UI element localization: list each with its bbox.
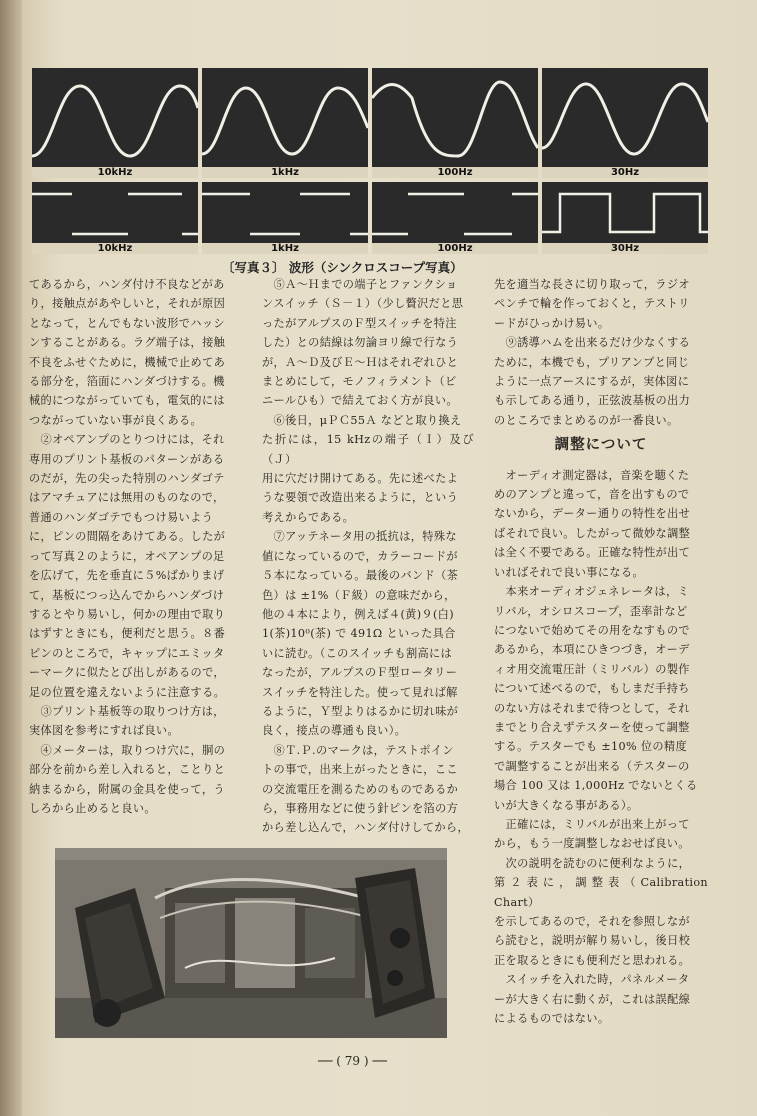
text-line: あるから，本項にひきつづき，オーデ [494,643,690,657]
text-line: ⑦アッテネータ用の抵抗は，特殊な [262,530,457,544]
text-line: た折には，15 kHzの端子（Ｉ）及び（Ｊ） [262,433,474,466]
photo-caption: 〔写真３〕 波形（シンクロスコープ写真） [222,260,463,275]
text-line: つながっていない事が良くある。 [29,413,203,427]
square-wave-photo [202,182,368,254]
book-gutter [0,0,22,1116]
text-line: から，もう一度調整しなおせば良い。 [494,837,690,851]
sine-wave-trace [542,68,708,178]
text-line: ④メーターは，取りつけ穴に，胴の [29,743,226,757]
text-line: ⑧Ｔ.Ｐ.のマークは，テストポイン [262,743,454,757]
osc-label: 10kHz [32,243,198,254]
text-line: 先を適当な長さに切り取って，ラジオ [494,278,690,291]
text-line: って写真２のように，オペアンプの足 [29,549,225,563]
text-line: ーが大きく右に動くが，これは誤配線 [494,992,691,1006]
text-line: リバル，オシロスコープ，歪率計など [494,604,688,618]
text-line: るように，Ｙ型よりはるかに切れ味が [262,704,459,718]
text-line: ンすることがある。ラグ端子は，接触 [29,336,226,350]
text-line: のだが，先の尖った特別のハンダゴテ [29,472,225,486]
text-line: オーディオ測定器は，音楽を聴くた [494,468,690,482]
text-line: 本来オーディオジェネレータは，ミ [494,585,690,599]
sine-wave-photo [542,68,708,178]
text-column-1 [29,275,241,818]
sine-curve [32,86,198,156]
text-line: ために，本機でも，プリアンプと同じ [494,355,690,369]
text-block-3b [494,466,712,1029]
square-wave-photo [32,182,198,254]
osc-label: 1kHz [202,243,368,254]
text-line: した）との結線は勿論ヨリ線で行なう [262,336,459,350]
text-line: スイッチを入れた時，パネルメータ [494,973,690,987]
text-line: 次の説明を読むのに便利なように， [494,856,691,870]
text-line: ないから，データー通りの特性を出せ [494,507,691,521]
text-line: 値になっているので，カラーコードが [262,549,458,563]
text-line: から差し込んで，ハンダ付けしてから， [262,821,470,835]
text-line: はずすときにも，便利だと思う。８番 [29,627,226,641]
text-line: ら，事務用などに使う針ピンを箔の方 [262,801,459,815]
text-line: ばそれで良い。したがって微妙な調整 [494,526,691,540]
text-line: につないで始めてその用をなすもので [494,623,690,637]
square-line [372,194,538,234]
text-line: は全く不要である。正確な特性が出て [494,546,691,560]
sine-wave-photo [202,68,368,178]
square-wave-photos [32,182,708,254]
text-line: となって，とんでもない波形でハッシ [29,316,225,330]
text-line: のところでまとめるのが一番良い。 [494,413,679,427]
page-number: ── ( 79 ) ── [318,1054,387,1068]
text-line: を示してあるので，それを参照しなが [494,915,690,928]
text-line: めのアンプと違って，音を出すもので [494,488,690,502]
square-line [542,194,708,232]
square-line [32,194,198,234]
text-block-3a [494,275,708,430]
sine-wave-photo [372,68,538,178]
text-line: 不良をふせぐために，機械で止めてあ [29,355,226,369]
text-line: 色）は ±1%（Ｆ級）の意味だから， [262,588,456,602]
text-line: 良く，接点の導通も良い）。 [262,724,407,738]
text-line: ィオ用交流電圧計（ミリバル）の製作 [494,662,690,676]
osc-label: 1kHz [202,167,368,178]
chassis-illustration [55,848,447,1038]
text-line: 械的につながっていても，電気的には [29,394,225,408]
text-line: まとめにして，モノフィラメント（ビ [262,375,457,389]
text-line: いに読む。（このスイッチも割高には [262,646,453,660]
text-line: のない方はそれまで待つとして，それ [494,701,690,715]
text-line: ②オペアンプのとりつけには，それ [29,433,225,447]
osc-label: 100Hz [372,167,538,178]
sine-wave-trace [32,68,198,178]
sine-curve [372,82,538,156]
text-column-2 [262,275,474,838]
sine-wave-photo [32,68,198,178]
text-line: てあるから，ハンダ付け不良などがあ [29,278,225,291]
text-line: が，Ａ～Ｄ及びＥ～Ｈはそれぞれひと [262,355,459,369]
text-line: スイッチを特注した。使って見れば解 [262,685,458,699]
text-line: 部分を前から差し入れると，ことりと [29,763,226,777]
text-line: で調整することが出来る（テスターの [494,759,690,773]
text-line: ンスイッチ（Ｓ－１）（少し贅沢だと思 [262,297,464,311]
text-line: ニールひも）で結えておく方が良い。 [262,394,458,408]
text-line: いが大きくなる事がある）。 [494,798,639,812]
text-line: 納まるから，附属の金具を使って，う [29,782,225,796]
text-line: を広げて，先を垂直に５%ばかりまげ [29,569,225,583]
text-line: うな要領で改造出来るように，という [262,491,459,505]
text-line: て，基板につっ込んでからハンダづけ [29,588,225,602]
text-line: ピンのところで，キャップにエミッタ [29,646,225,660]
text-line: するとやり易いし，何かの理由で取り [29,607,226,621]
square-wave-photo [542,182,708,254]
text-line: も示してある通り，正弦波基板の出力 [494,394,691,408]
text-line: り，接触点があやしいと，それが原因 [29,297,226,311]
osc-label: 100Hz [372,243,538,254]
text-line: 正を取るときにも便利だと思われる。 [494,953,691,967]
square-wave-photo [372,182,538,254]
sine-wave-trace [202,68,368,178]
text-line: ペンチで輪を作っておくと，テストリ [494,297,690,311]
text-line: の交流電圧を測るためのものであるか [262,782,459,796]
text-line: ⑤Ａ～Ｈまでの端子とファンクショ [262,278,458,291]
text-line: いればそれで良い事になる。 [494,565,644,579]
text-line: ③プリント基板等の取りつけ方は， [29,704,225,718]
text-line: について述べるので，もしまだ手持ち [494,682,690,696]
sine-curve [202,88,368,154]
text-line: しろから止めると良い。 [29,801,156,815]
text-line: 用に穴だけ開けてある。先に述べたよ [262,472,459,486]
text-line: によるものではない。 [494,1012,610,1026]
osc-label: 10kHz [32,167,198,178]
text-line: ように一点アースにするが，実体図に [494,375,690,389]
text-line: なったが，アルプスのＦ型ロータリー [262,666,458,680]
text-line: 考えからである。 [262,510,355,524]
text-line: 第２表に，調整表（Calibration Chart） [494,876,712,909]
text-line: ５本になっている。最後のバンド（茶 [262,569,459,583]
text-column-3 [494,275,712,1028]
text-line: はアマチュアには無用のものなので， [29,491,225,505]
text-line: ードがひっかけ易い。 [494,316,610,330]
osc-label: 30Hz [542,167,708,178]
text-line: ら読むと，説明が解り易いし，後日校 [494,934,691,948]
text-line: までとり合えずテスターを使って調整 [494,720,690,734]
osc-label: 30Hz [542,243,708,254]
text-line: ⑨誘導ハムを出来るだけ少なくする [494,336,691,350]
text-line: 場合 100 又は 1,000Hz でないとくる [494,779,698,793]
text-line: 正確には，ミリバルが出来上がって [494,817,690,831]
text-line: 1(茶)10⁰(茶) で 491Ω といった具合 [262,627,456,641]
text-line: る部分を，箔面にハンダづけする。機 [29,375,225,389]
sine-wave-photos [32,68,708,178]
chassis-photo [55,848,447,1038]
text-line: 足の位置を違えないように注意する。 [29,685,226,699]
sine-curve [542,84,708,154]
text-line: する。テスターでも ±10% 位の精度 [494,740,687,754]
sine-wave-trace [372,68,538,178]
text-line: 専用のプリント基板のパターンがある [29,452,225,466]
text-line: 他の４本により，例えば４(黄)９(白) [262,607,454,621]
text-line: ーマークに似たとび出しがあるので， [29,666,225,680]
text-line: ⑥後日，μＰＣ55Ａ などと取り換え [262,413,462,427]
square-line [202,194,368,234]
section-heading: 調整について [554,437,648,454]
text-line: 普通のハンダゴテでもつけ易いよう [29,510,214,524]
text-line: ったがアルプスのＦ型スイッチを特注 [262,316,457,330]
text-line: 実体図を参考にすれば良い。 [29,724,179,738]
text-line: トの事で，出来上がったときに，ここ [262,763,458,777]
text-line: に，ピンの間隔をあけてある。したが [29,530,226,544]
